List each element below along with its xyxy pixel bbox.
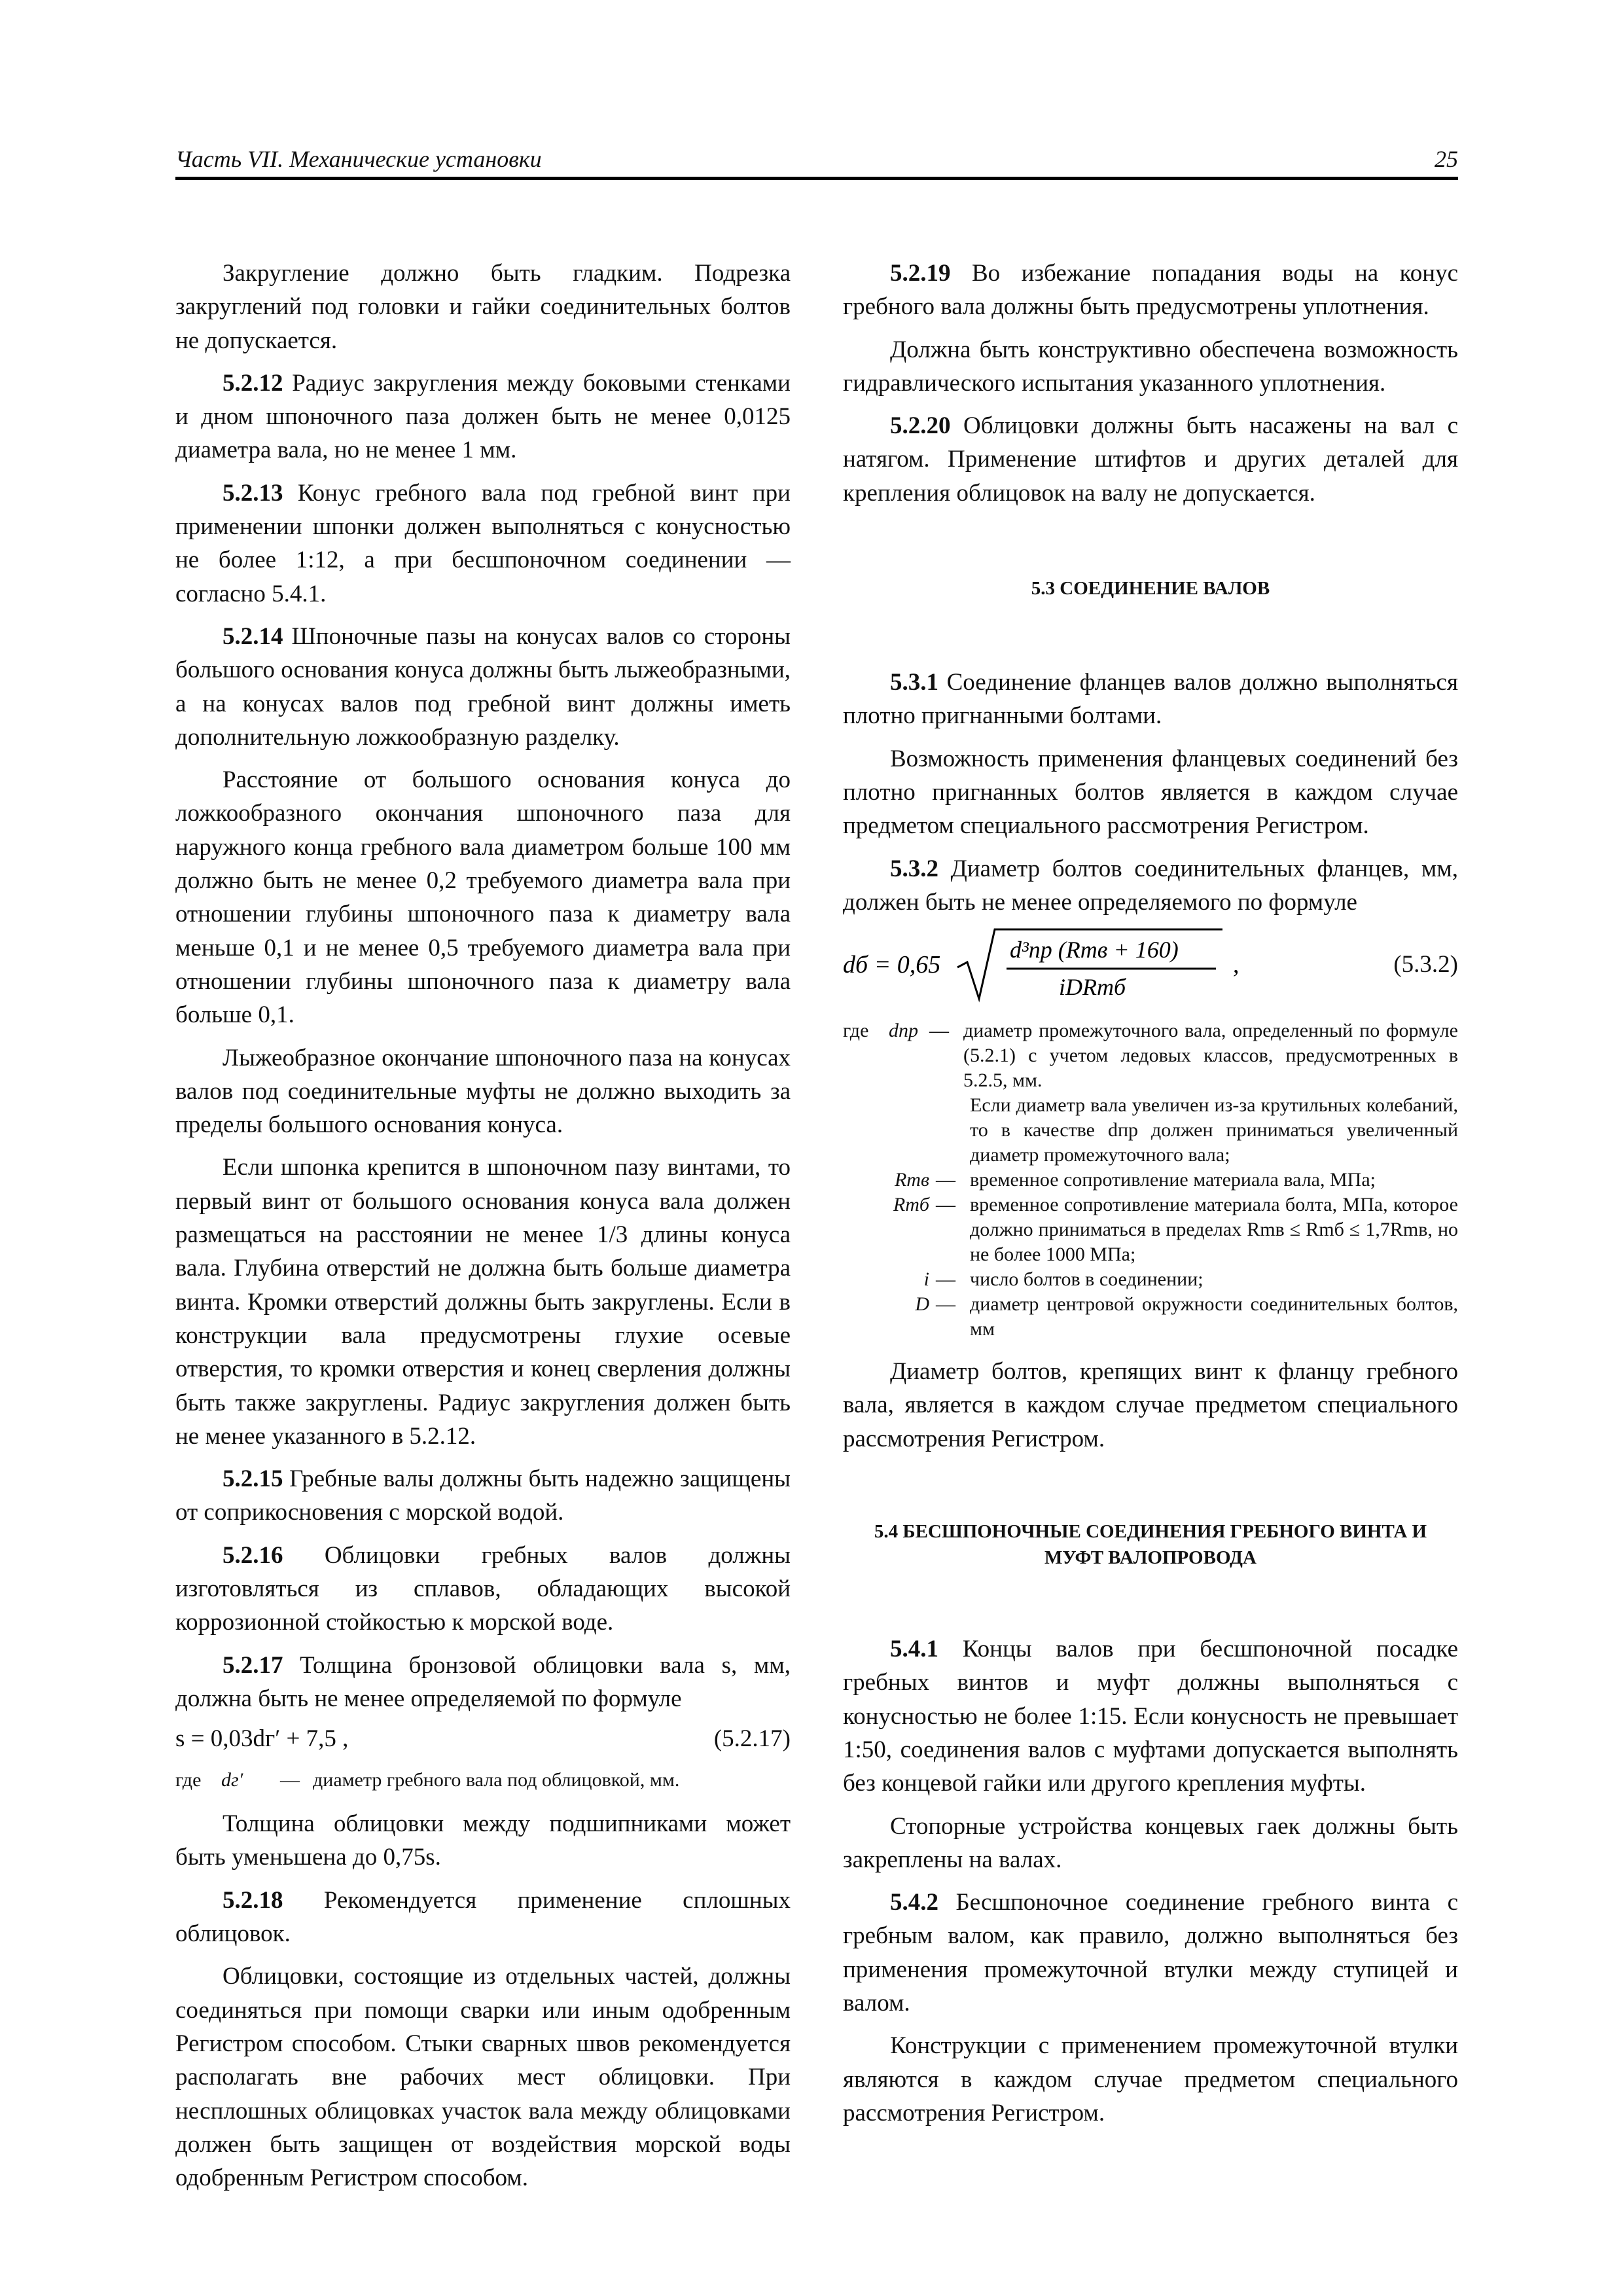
paragraph-5-4-1 xyxy=(843,1632,1458,1800)
paragraph: Стопорные устройства концевых гаек должны быть закреплены на валах. xyxy=(843,1812,1458,1873)
clause-text: Соединение фланцев валов должно выполняться плотно пригнанными болтами. xyxy=(843,669,1458,730)
legend-continuation: Если диаметр вала увеличен из-за крутильных колебаний, то в качестве dпр должен приниматься увеличенный диаметр промежуточного вала; xyxy=(970,1094,1458,1166)
legend-text: диаметр центровой окружности соединительных болтов, мм xyxy=(970,1293,1458,1340)
paragraph-5-2-18 xyxy=(175,1884,791,1951)
paragraph: Лыжеобразное окончание шпоночного паза на конусах валов под соединительные муфты не должно выходить за пределы большого основания конуса. xyxy=(175,1044,791,1139)
formula-legend xyxy=(175,1768,791,1793)
clause-number: 5.2.18 xyxy=(223,1886,283,1914)
clause-text: Толщина бронзовой облицовки вала s, мм, должна быть не менее определяемой по формуле xyxy=(175,1651,791,1712)
legend-symbol: D xyxy=(915,1293,929,1316)
section-heading-5-4: 5.4 БЕСШПОНОЧНЫЕ СОЕДИНЕНИЯ ГРЕБНОГО ВИНТА И МУФТ ВАЛОПРОВОДА xyxy=(874,1521,1427,1569)
section-heading-5-3: 5.3 СОЕДИНЕНИЕ ВАЛОВ xyxy=(1031,578,1270,600)
paragraph-5-3-1 xyxy=(843,666,1458,733)
clause-number: 5.2.19 xyxy=(890,260,951,287)
legend-symbol: Rmв xyxy=(894,1169,929,1191)
legend-dash: — xyxy=(929,1020,949,1042)
clause-text: Гребные валы должны быть надежно защищены от соприкосновения с морской водой. xyxy=(175,1465,791,1526)
legend-row xyxy=(843,1292,1458,1342)
legend-symbol: i xyxy=(923,1268,929,1291)
clause-number: 5.2.14 xyxy=(223,622,283,650)
page-number: 25 xyxy=(1435,146,1458,172)
legend-row xyxy=(843,1168,1458,1193)
legend-text: число болтов в соединении; xyxy=(970,1268,1204,1291)
legend-dash: — xyxy=(936,1194,955,1216)
clause-number: 5.4.2 xyxy=(890,1889,938,1916)
paragraph-5-2-19 xyxy=(843,257,1458,324)
paragraph: Конструкции с применением промежуточной втулки являются в каждом случае предметом специального рассмотрения Регистром. xyxy=(843,2032,1458,2126)
paragraph: Расстояние от большого основания конуса до ложкообразного окончания шпоночного паза для наружного конца гребного вала диаметром больше 100 мм должно быть не менее 0,2 требуемого диаметра вала при отношении глубины шпоночного паза к диаметру вала меньше 0,1 и не менее 0,5 требуемого диаметра вала при отношении глубины шпоночного паза к диаметру вала больше 0,1. xyxy=(175,766,791,1029)
paragraph-5-2-15 xyxy=(175,1462,791,1530)
paragraph-5-2-17 xyxy=(175,1649,791,1716)
legend-text: временное сопротивление материала болта, МПа, которое должно приниматься в пределах Rmв ≤ Rmб ≤ 1,7Rmв, но не более 1000 МПа; xyxy=(970,1194,1458,1266)
formula-expression: s = 0,03dг′ + 7,5 , xyxy=(175,1725,349,1753)
paragraph-5-4-2 xyxy=(843,1886,1458,2020)
clause-number: 5.2.12 xyxy=(223,369,283,397)
legend-dash: — xyxy=(936,1268,955,1291)
formula-number: (5.2.17) xyxy=(713,1725,791,1753)
clause-number: 5.3.1 xyxy=(890,669,938,696)
clause-number: 5.4.1 xyxy=(890,1636,938,1663)
formula-denominator: iDRmб xyxy=(1059,974,1126,1001)
paragraph: Закругление должно быть гладким. Подрезка закруглений под головки и гайки соединительных болтов не допускается. xyxy=(175,260,791,354)
paragraph-5-3-2 xyxy=(843,852,1458,920)
running-title: Часть VII. Механические установки xyxy=(175,146,542,172)
paragraph-5-2-20 xyxy=(843,409,1458,510)
page-header xyxy=(175,145,1458,178)
legend-symbol: dпр xyxy=(889,1020,918,1042)
formula-lhs: dб = 0,65 xyxy=(843,951,941,979)
paragraph-5-2-13 xyxy=(175,476,791,611)
clause-text: Рекомендуется применение сплошных облицовок. xyxy=(175,1886,791,1948)
legend-text: временное сопротивление материала вала, МПа; xyxy=(970,1169,1376,1191)
legend-text: диаметр гребного вала под облицовкой, мм. xyxy=(313,1769,680,1791)
paragraph-5-2-16 xyxy=(175,1539,791,1640)
paragraph: Если шпонка крепится в шпоночном пазу винтами, то первый винт от большого основания конуса вала должен размещаться на расстоянии не менее 1/3 длины конуса вала. Глубина отверстий не должна быть больше диаметра винта. Кромки отверстий должны быть закруглены. Если в конструкции вала предусмотрены глухие осевые отверстия, то кромки отверстия и конец сверления должны быть также закруглены. Радиус закругления должен быть не менее указанного в 5.2.12. xyxy=(175,1154,791,1450)
legend-row xyxy=(843,1018,1458,1093)
clause-number: 5.2.15 xyxy=(223,1465,283,1493)
legend-dash: — xyxy=(936,1293,955,1316)
paragraph-5-2-14 xyxy=(175,620,791,754)
paragraph: Облицовки, состоящие из отдельных частей, должны соединяться при помощи сварки или иным одобренным Регистром способом. Стыки сварных швов рекомендуется располагать вне рабочих мест облицовки. При несплошных облицовках участок вала между облицовками должен быть защищен от воздействия морской воды одобренным Регистром способом. xyxy=(175,1963,791,2192)
right-column xyxy=(843,257,1458,2130)
where-label: где xyxy=(843,1020,869,1042)
clause-text: Шпоночные пазы на конусах валов со стороны большого основания конуса должны быть лыжеобразными, а на конусах валов под гребной винт должны иметь дополнительную ложкообразную разделку. xyxy=(175,622,791,751)
legend-dash: — xyxy=(936,1169,955,1191)
paragraph: Толщина облицовки между подшипниками может быть уменьшена до 0,75s. xyxy=(175,1810,791,1871)
formula-comma: , xyxy=(1233,951,1240,979)
where-label: где xyxy=(175,1769,202,1791)
clause-text: Конус гребного вала под гребной винт при применении шпонки должен выполняться с конусностью не более 1:12, а при бесшпоночном соединении — согласно 5.4.1. xyxy=(175,479,791,607)
clause-number: 5.2.17 xyxy=(223,1651,283,1679)
legend-dash: — xyxy=(280,1769,300,1791)
header-rule xyxy=(175,177,1458,180)
formula-legend xyxy=(843,1018,1458,1342)
clause-text: Диаметр болтов соединительных фланцев, мм, должен быть не менее определяемого по формуле xyxy=(843,855,1458,916)
legend-symbol: dг′ xyxy=(221,1769,243,1791)
formula-numerator: d³пр (Rmв + 160) xyxy=(1010,937,1179,963)
clause-number: 5.2.20 xyxy=(890,412,951,440)
clause-text: Облицовки гребных валов должны изготовляться из сплавов, обладающих высокой коррозионной стойкостью к морской воде. xyxy=(175,1541,791,1636)
legend-row xyxy=(843,1193,1458,1267)
formula-graphic xyxy=(843,922,1340,1013)
legend-row xyxy=(843,1267,1458,1292)
paragraph: Возможность применения фланцевых соединений без плотно пригнанных болтов является в каждом случае предметом специального рассмотрения Регистром. xyxy=(843,745,1458,840)
left-column xyxy=(175,257,791,2195)
clause-text: Бесшпоночное соединение гребного винта с гребным валом, как правило, должно выполняться без применения промежуточной втулки между ступицей и валом. xyxy=(843,1889,1458,2017)
formula-5-2-17 xyxy=(175,1722,791,1763)
clause-number: 5.2.13 xyxy=(223,479,283,507)
clause-number: 5.3.2 xyxy=(890,855,938,882)
formula-number: (5.3.2) xyxy=(1393,951,1458,978)
legend-text: диаметр промежуточного вала, определенный по формуле (5.2.1) с учетом ледовых классов, предусмотренных в 5.2.5, мм. xyxy=(963,1020,1458,1092)
paragraph: Диаметр болтов, крепящих винт к фланцу гребного вала, является в каждом случае предметом специального рассмотрения Регистром. xyxy=(843,1358,1458,1452)
paragraph-5-2-12 xyxy=(175,367,791,467)
clause-number: 5.2.16 xyxy=(223,1541,283,1569)
clause-text: Облицовки должны быть насажены на вал с натягом. Применение штифтов и других деталей для крепления облицовок на валу не допускается. xyxy=(843,412,1458,507)
clause-text: Во избежание попадания воды на конус гребного вала должны быть предусмотрены уплотнения. xyxy=(843,260,1458,321)
formula-5-3-2 xyxy=(843,922,1458,1013)
clause-text: Радиус закругления между боковыми стенками и дном шпоночного паза должен быть не менее 0,0125 диаметра вала, но не менее 1 мм. xyxy=(175,369,791,464)
paragraph: Должна быть конструктивно обеспечена возможность гидравлического испытания указанного уплотнения. xyxy=(843,336,1458,397)
legend-symbol: Rmб xyxy=(893,1194,929,1216)
clause-text: Концы валов при бесшпоночной посадке гребных винтов и муфт должны выполняться с конусностью не более 1:15. Если конусность не превышает 1:50, соединения валов с муфтами допускается выполнять без концевой гайки или другого крепления муфты. xyxy=(843,1636,1458,1797)
